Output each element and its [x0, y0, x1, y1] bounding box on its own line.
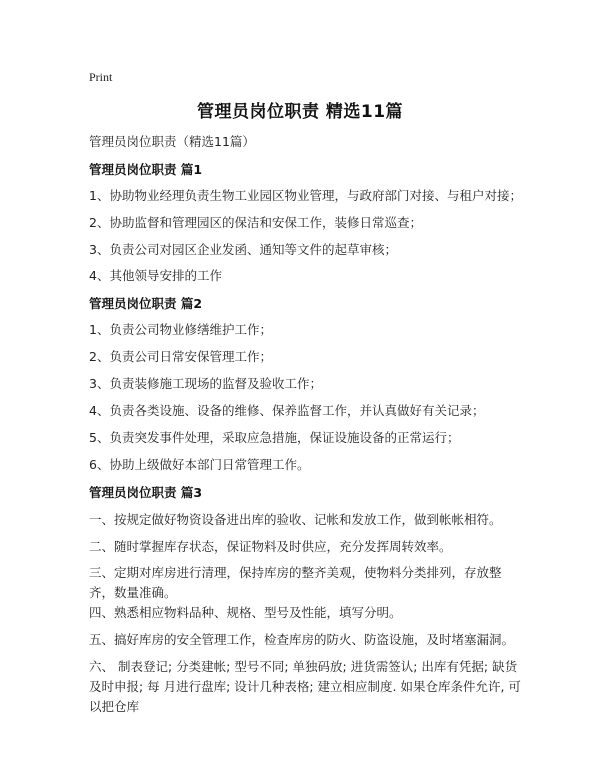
list-item: 5、负责突发事件处理，采取应急措施，保证设施设备的正常运行；	[89, 430, 460, 445]
list-item: 1、负责公司物业修缮维护工作；	[89, 322, 272, 337]
list-item: 2、负责公司日常安保管理工作；	[89, 349, 272, 364]
list-item: 五、搞好库房的安全管理工作，检查库房的防火、防盗设施，及时堵塞漏洞。	[89, 632, 515, 647]
section-heading: 管理员岗位职责 篇2	[89, 296, 203, 311]
list-item: 六、 制表登记; 分类建帐; 型号不同; 单独码放; 进货需签认; 出库有凭据; 缺货及时申报; 每 月进行盘库; 设计几种表格; 建立相应制度. 如果仓库条件允许, 可以把仓库	[89, 659, 521, 714]
print-label: Print	[89, 70, 113, 84]
list-item: 1、协助物业经理负责生物工业园区物业管理，与政府部门对接、与租户对接；	[89, 188, 522, 203]
list-item: 3、负责装修施工现场的监督及验收工作；	[89, 376, 322, 391]
list-item: 2、协助监督和管理园区的保洁和安保工作，装修日常巡查；	[89, 215, 422, 230]
section-heading: 管理员岗位职责 篇1	[89, 162, 203, 177]
list-item: 三、定期对库房进行清理，保持库房的整齐美观，使物料分类排列，存放整齐，数量准确。	[89, 565, 502, 600]
document-subtitle: 管理员岗位职责（精选11篇）	[89, 134, 255, 149]
document-title: 管理员岗位职责 精选11篇	[196, 102, 404, 122]
list-item: 4、其他领导安排的工作	[89, 268, 222, 283]
list-item: 4、负责各类设施、设备的维修、保养监督工作，并认真做好有关记录；	[89, 403, 485, 418]
list-item: 四、熟悉相应物料品种、规格、型号及性能，填写分明。	[89, 605, 402, 620]
list-item: 一、按规定做好物资设备进出库的验收、记帐和发放工作，做到帐帐相符。	[89, 512, 502, 527]
list-item: 3、负责公司对园区企业发函、通知等文件的起草审核；	[89, 242, 397, 257]
list-item: 二、随时掌握库存状态，保证物料及时供应，充分发挥周转效率。	[89, 539, 452, 554]
section-heading: 管理员岗位职责 篇3	[89, 485, 203, 500]
list-item: 6、协助上级做好本部门日常管理工作。	[89, 457, 310, 472]
